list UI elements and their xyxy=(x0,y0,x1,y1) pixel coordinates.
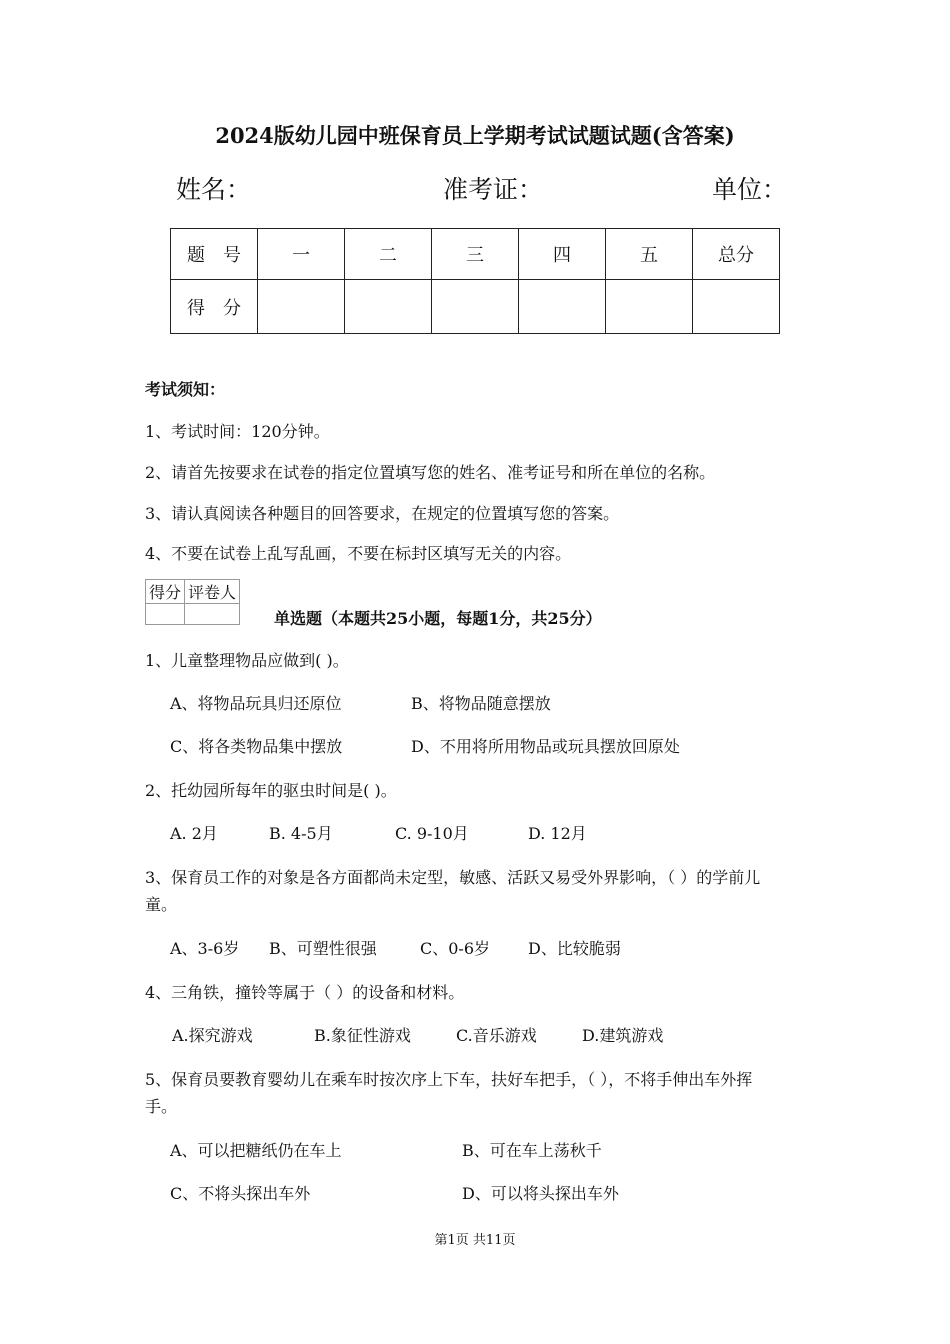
score-table-cell: 一 xyxy=(258,229,345,280)
notice-heading: 考试须知： xyxy=(145,380,226,399)
unit-field-label: 单位： xyxy=(712,175,788,204)
notice-item: 3、请认真阅读各种题目的回答要求，在规定的位置填写您的答案。 xyxy=(145,504,620,523)
grader-score-label: 得分 xyxy=(146,580,185,604)
score-entry-cell xyxy=(345,280,432,334)
score-table xyxy=(170,228,780,334)
question-option: A.探究游戏 xyxy=(172,1026,253,1045)
question-option: A、可以把糖纸仍在车上 xyxy=(170,1141,342,1160)
score-table-cell: 五 xyxy=(606,229,693,280)
question-option: D、比较脆弱 xyxy=(528,939,621,958)
score-entry-cell xyxy=(519,280,606,334)
question-option: C. 9-10月 xyxy=(395,824,469,843)
question-stem: 4、三角铁，撞铃等属于（ ）的设备和材料。 xyxy=(145,983,465,1002)
question-option: D、可以将头探出车外 xyxy=(462,1184,619,1203)
grader-score-cell xyxy=(146,604,185,625)
exam-id-field-label: 准考证： xyxy=(443,175,544,204)
score-table-cell: 总分 xyxy=(693,229,780,280)
score-table-cell: 三 xyxy=(432,229,519,280)
question-stem-continuation: 童。 xyxy=(145,895,178,914)
question-option: B、可在车上荡秋千 xyxy=(462,1141,602,1160)
score-entry-cell xyxy=(606,280,693,334)
name-field-label: 姓名： xyxy=(176,175,252,204)
score-entry-cell xyxy=(693,280,780,334)
question-stem: 3、保育员工作的对象是各方面都尚未定型，敏感、活跃又易受外界影响，（ ）的学前儿 xyxy=(145,868,761,887)
question-stem: 1、儿童整理物品应做到( )。 xyxy=(145,651,349,670)
question-option: D.建筑游戏 xyxy=(582,1026,664,1045)
question-option: B.象征性游戏 xyxy=(314,1026,411,1045)
question-option: C.音乐游戏 xyxy=(456,1026,537,1045)
grader-box xyxy=(145,579,240,625)
question-option: B、可塑性很强 xyxy=(269,939,377,958)
grader-name-label: 评卷人 xyxy=(185,580,240,604)
question-option: D. 12月 xyxy=(528,824,587,843)
score-table-cell: 四 xyxy=(519,229,606,280)
grader-name-cell xyxy=(185,604,240,625)
question-option: B、将物品随意摆放 xyxy=(411,694,551,713)
page-footer: 第1页 共11页 xyxy=(434,1233,516,1248)
question-option: D、不用将所用物品或玩具摆放回原处 xyxy=(411,737,680,756)
notice-item: 1、考试时间：120分钟。 xyxy=(145,422,330,441)
document-title: 2024版幼儿园中班保育员上学期考试试题试题(含答案) xyxy=(215,123,735,148)
question-option: A、3-6岁 xyxy=(170,939,240,958)
question-option: A、将物品玩具归还原位 xyxy=(170,694,342,713)
question-option: C、不将头探出车外 xyxy=(170,1184,311,1203)
section-title: 单选题（本题共25小题，每题1分，共25分） xyxy=(274,609,602,628)
notice-item: 4、不要在试卷上乱写乱画，不要在标封区填写无关的内容。 xyxy=(145,544,572,563)
score-entry-cell xyxy=(432,280,519,334)
notice-item: 2、请首先按要求在试卷的指定位置填写您的姓名、准考证号和所在单位的名称。 xyxy=(145,463,716,482)
score-table-cell: 题 号 xyxy=(171,229,258,280)
question-option: B. 4-5月 xyxy=(269,824,333,843)
question-stem-continuation: 手。 xyxy=(145,1097,178,1116)
score-table-cell: 得 分 xyxy=(171,280,258,334)
question-stem: 2、托幼园所每年的驱虫时间是( )。 xyxy=(145,781,397,800)
score-entry-cell xyxy=(258,280,345,334)
question-stem: 5、保育员要教育婴幼儿在乘车时按次序上下车，扶好车把手，（ ），不将手伸出车外挥 xyxy=(145,1070,753,1089)
score-table-header-row xyxy=(171,229,780,280)
score-table-score-row xyxy=(171,280,780,334)
question-option: C、0-6岁 xyxy=(420,939,491,958)
question-option: A. 2月 xyxy=(170,824,218,843)
score-table-cell: 二 xyxy=(345,229,432,280)
question-option: C、将各类物品集中摆放 xyxy=(170,737,343,756)
